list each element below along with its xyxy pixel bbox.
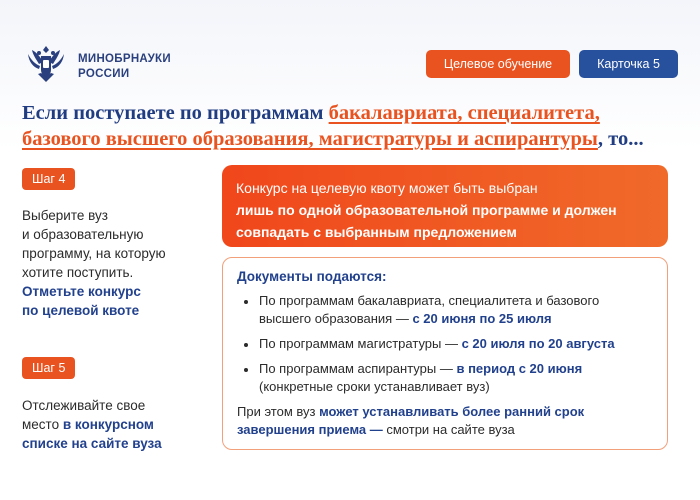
ministry-name-line2: РОССИИ <box>78 68 130 80</box>
step-5-text <box>22 396 212 453</box>
notice-line-bold: совпадать с выбранным предложением <box>236 224 517 240</box>
title-part2: , то... <box>597 128 644 150</box>
step-4-text <box>22 206 212 320</box>
step-4-badge: Шаг 4 <box>22 168 75 190</box>
step-4-line: и образовательную <box>22 227 144 242</box>
notice-line: Конкурс на целевую квоту может быть выбран <box>236 180 538 196</box>
documents-list-item <box>237 360 653 396</box>
title-highlight2: базового высшего образования, магистратуры и аспирантуры <box>22 128 598 150</box>
step-5-emphasis: списке на сайте вуза <box>22 436 162 451</box>
step-4-emphasis: по целевой квоте <box>22 303 140 318</box>
deadline-note <box>237 403 653 439</box>
title-part1: Если поступаете по программам <box>22 102 329 124</box>
documents-list-item <box>237 335 653 353</box>
page-title <box>22 100 682 152</box>
item-text: (конкретные сроки устанавливает вуз) <box>259 379 490 394</box>
item-dates: в период с 20 июня <box>456 361 583 376</box>
step-5-badge: Шаг 5 <box>22 357 75 379</box>
title-highlight1: бакалавриата, специалитета, <box>328 102 600 124</box>
ministry-name-line1: МИНОБРНАУКИ <box>78 53 171 65</box>
note-emphasis: завершения приема — <box>237 422 383 437</box>
note-text: смотри на сайте вуза <box>382 422 515 437</box>
double-headed-eagle-emblem-icon <box>22 40 70 88</box>
step-5-emphasis: в конкурсном <box>62 417 154 432</box>
notice-line-bold: лишь по одной образовательной программе и должен <box>236 202 617 218</box>
documents-title: Документы подаются: <box>237 269 387 284</box>
ministry-name <box>78 52 171 82</box>
item-dates: с 20 июля по 20 августа <box>461 336 615 351</box>
note-text: При этом вуз <box>237 404 320 419</box>
documents-box <box>222 257 668 450</box>
quota-notice-box <box>222 165 668 247</box>
card-number-badge: Карточка 5 <box>579 50 678 78</box>
topic-badge: Целевое обучение <box>426 50 570 78</box>
step-5-line: место <box>22 417 63 432</box>
item-text: По программам магистратуры — <box>259 336 462 351</box>
step-4-line: Выберите вуз <box>22 208 108 223</box>
step-4-line: программу, на которую <box>22 246 166 261</box>
step-4-line: хотите поступить. <box>22 265 134 280</box>
step-4-emphasis: Отметьте конкурс <box>22 284 141 299</box>
item-dates: с 20 июня по 25 июля <box>412 311 552 326</box>
item-text: По программам бакалавриата, специалитета и базового <box>259 293 600 308</box>
note-emphasis: может устанавливать более ранний срок <box>319 404 585 419</box>
item-text: По программам аспирантуры — <box>259 361 457 376</box>
item-text: высшего образования — <box>259 311 413 326</box>
documents-list-item <box>237 292 653 328</box>
step-5-line: Отслеживайте свое <box>22 398 146 413</box>
